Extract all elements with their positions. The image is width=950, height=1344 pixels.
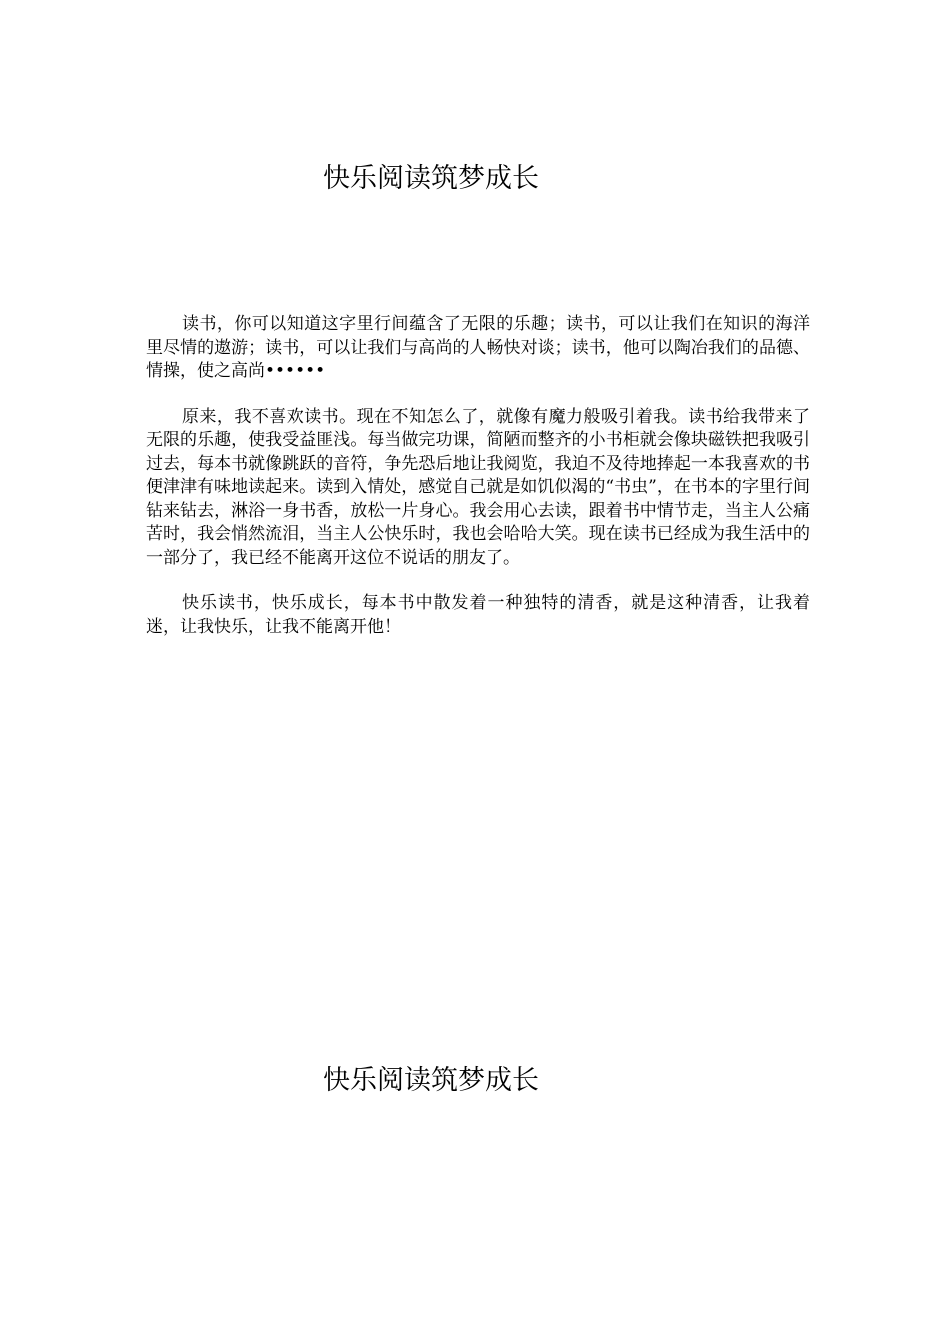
page-title: 快乐阅读筑梦成长	[323, 163, 539, 194]
paragraph-2: 原来，我不喜欢读书。现在不知怎么了，就像有魔力般吸引着我。读书给我带来了无限的乐趣，使我受益匪浅。每当做完功课，简陋而整齐的小书柜就会像块磁铁把我吸引过去，每本书就像跳跃的音符，争先恐后地让我阅览，我迫不及待地捧起一本我喜欢的书便津津有味地读起来。读到入情处，感觉自己就是如饥似渴的“书虫”，在书本的字里行间钻来钻去，淋浴一身书香，放松一片身心。我会用心去读，跟着书中情节走，当主人公痛苦时，我会悄然流泪，当主人公快乐时，我也会哈哈大笑。现在读书已经成为我生活中的一部分了，我已经不能离开这位不说话的朋友了。	[146, 406, 810, 568]
paragraph-1: 读书，你可以知道这字里行间蕴含了无限的乐趣；读书，可以让我们在知识的海洋里尽情的遨游；读书，可以让我们与高尚的人畅快对谈；读书，他可以陶冶我们的品德、情操，使之高尚••••••	[146, 314, 810, 381]
repeated-page-title: 快乐阅读筑梦成长	[323, 1065, 539, 1096]
paragraph-3: 快乐读书，快乐成长，每本书中散发着一种独特的清香，就是这种清香，让我着迷，让我快乐，让我不能离开他！	[146, 593, 810, 637]
article-body	[146, 313, 810, 661]
